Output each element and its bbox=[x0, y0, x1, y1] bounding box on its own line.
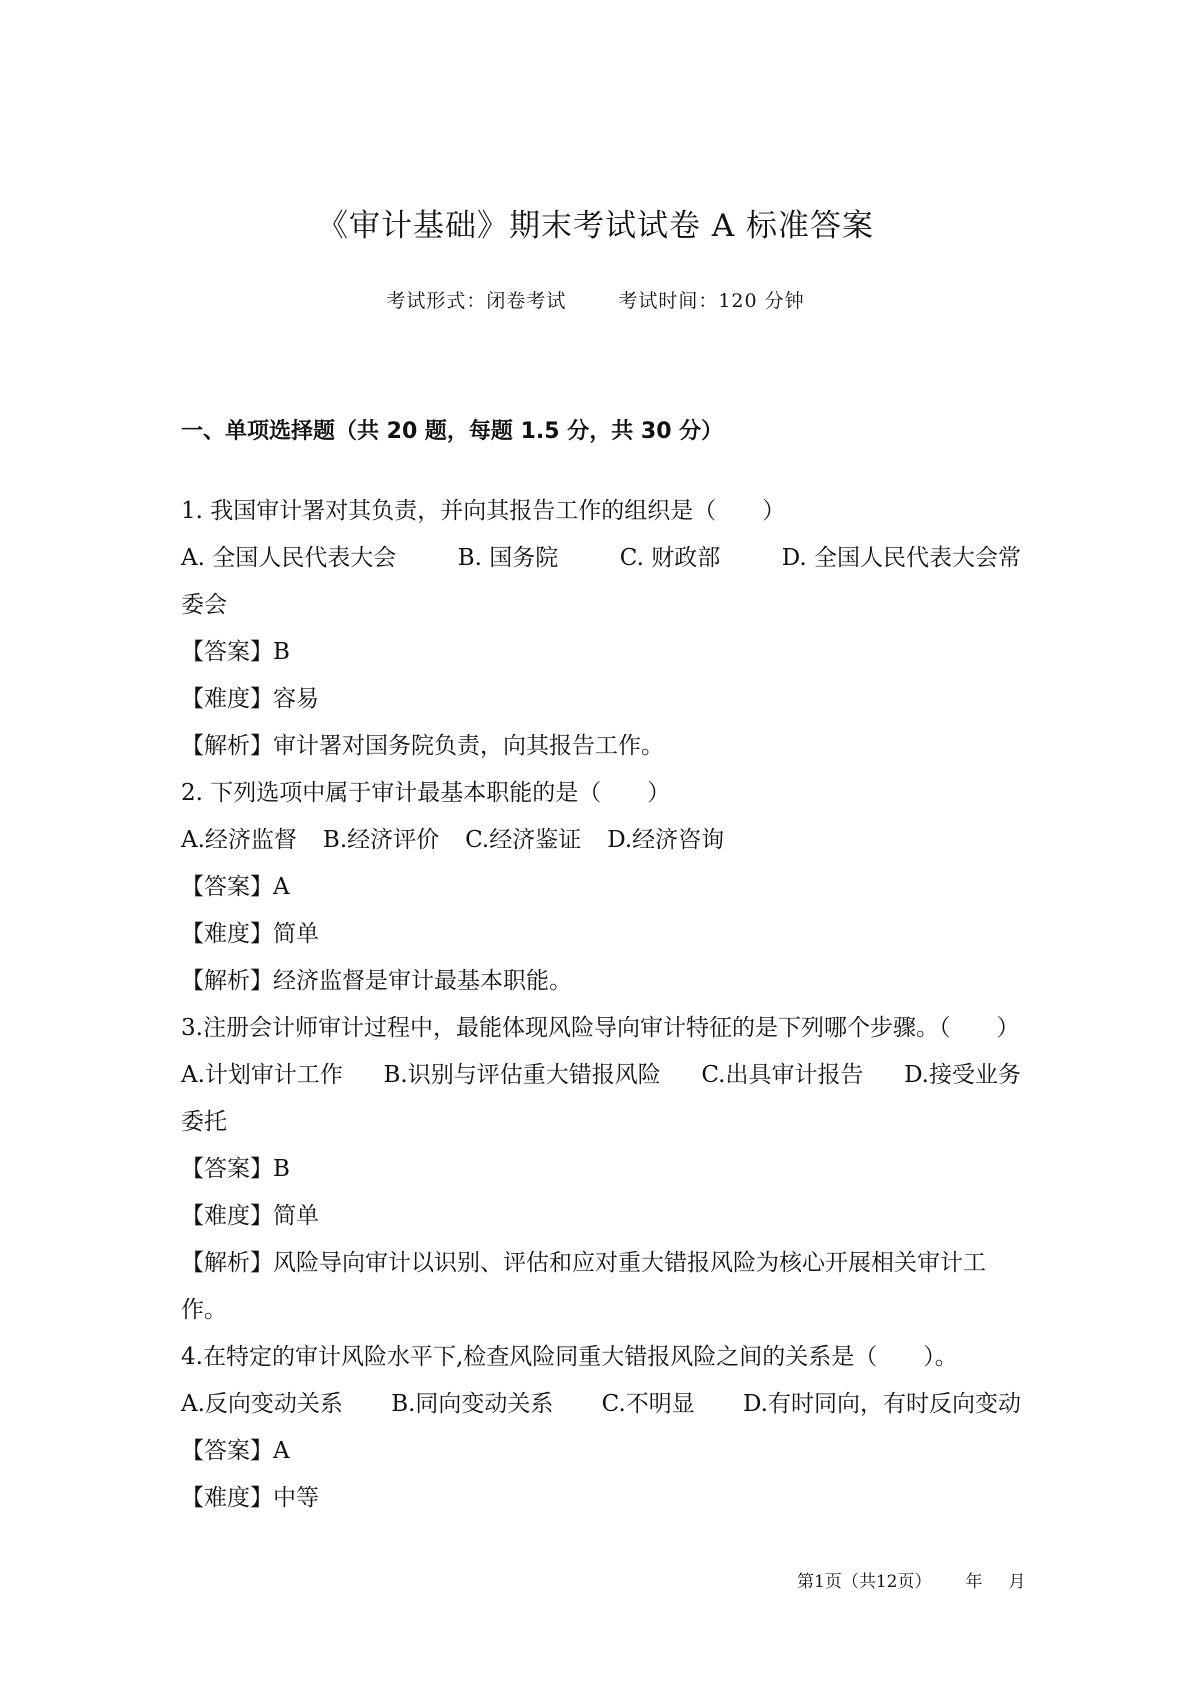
question-4-option-b: B.同向变动关系 bbox=[391, 1391, 554, 1417]
section-heading: 一、单项选择题（共 20 题，每题 1.5 分，共 30 分） bbox=[181, 419, 724, 444]
question-1-option-c: C. 财政部 bbox=[619, 545, 721, 571]
exam-time: 考试时间：120 分钟 bbox=[618, 290, 805, 312]
question-2-options bbox=[181, 817, 1021, 864]
question-3-option-b: B.识别与评估重大错报风险 bbox=[383, 1062, 661, 1088]
question-2-option-d: D.经济咨询 bbox=[607, 827, 725, 853]
question-3-option-d-continued: 委托 bbox=[181, 1109, 227, 1135]
question-3-stem: 3.注册会计师审计过程中，最能体现风险导向审计特征的是下列哪个步骤。（ ） bbox=[181, 1015, 1020, 1041]
question-1-options bbox=[181, 535, 1021, 582]
page-footer bbox=[797, 1567, 1025, 1592]
question-3-option-c: C.出具审计报告 bbox=[701, 1062, 864, 1088]
question-3-option-d: D.接受业务 bbox=[904, 1062, 1021, 1088]
question-2-difficulty: 【难度】简单 bbox=[181, 921, 319, 947]
question-1-answer: 【答案】B bbox=[181, 639, 290, 665]
question-3-options bbox=[181, 1052, 1021, 1099]
question-4-option-a: A.反向变动关系 bbox=[181, 1391, 343, 1417]
question-2-option-b: B.经济评价 bbox=[322, 827, 440, 853]
question-4-difficulty: 【难度】中等 bbox=[181, 1485, 319, 1511]
question-3-analysis-continued: 作。 bbox=[181, 1297, 227, 1323]
question-2-option-a: A.经济监督 bbox=[181, 827, 297, 853]
exam-info bbox=[0, 286, 1191, 313]
question-3-analysis: 【解析】风险导向审计以识别、评估和应对重大错报风险为核心开展相关审计工 bbox=[181, 1250, 986, 1276]
exam-form: 考试形式：闭卷考试 bbox=[386, 290, 567, 312]
footer-month: 月 bbox=[1008, 1572, 1026, 1592]
question-1-option-d-continued: 委会 bbox=[181, 592, 227, 618]
question-1-stem: 1. 我国审计署对其负责，并向其报告工作的组织是（ ） bbox=[181, 498, 786, 524]
question-1-difficulty: 【难度】容易 bbox=[181, 686, 319, 712]
question-2-answer: 【答案】A bbox=[181, 874, 290, 900]
question-1-option-d: D. 全国人民代表大会常 bbox=[781, 545, 1021, 571]
question-4-option-d: D.有时同向，有时反向变动 bbox=[743, 1391, 1021, 1417]
question-2-stem: 2. 下列选项中属于审计最基本职能的是（ ） bbox=[181, 780, 671, 806]
page-number: 第1页（共12页） bbox=[797, 1572, 932, 1592]
question-4-stem: 4.在特定的审计风险水平下,检查风险同重大错报风险之间的关系是（ ）。 bbox=[181, 1344, 958, 1370]
question-1-option-b: B. 国务院 bbox=[457, 545, 559, 571]
question-4-option-c: C.不明显 bbox=[601, 1391, 695, 1417]
question-4-answer: 【答案】A bbox=[181, 1438, 290, 1464]
question-3-answer: 【答案】B bbox=[181, 1156, 290, 1182]
question-1-option-a: A. 全国人民代表大会 bbox=[181, 545, 397, 571]
question-2-option-c: C.经济鉴证 bbox=[465, 827, 582, 853]
question-3-option-a: A.计划审计工作 bbox=[181, 1062, 343, 1088]
question-1-analysis: 【解析】审计署对国务院负责，向其报告工作。 bbox=[181, 733, 664, 759]
question-3-difficulty: 【难度】简单 bbox=[181, 1203, 319, 1229]
document-title: 《审计基础》期末考试试卷 A 标准答案 bbox=[316, 208, 875, 244]
question-4-options bbox=[181, 1381, 1021, 1428]
question-2-analysis: 【解析】经济监督是审计最基本职能。 bbox=[181, 968, 572, 994]
question-list bbox=[181, 488, 1021, 1522]
footer-year: 年 bbox=[965, 1572, 983, 1592]
